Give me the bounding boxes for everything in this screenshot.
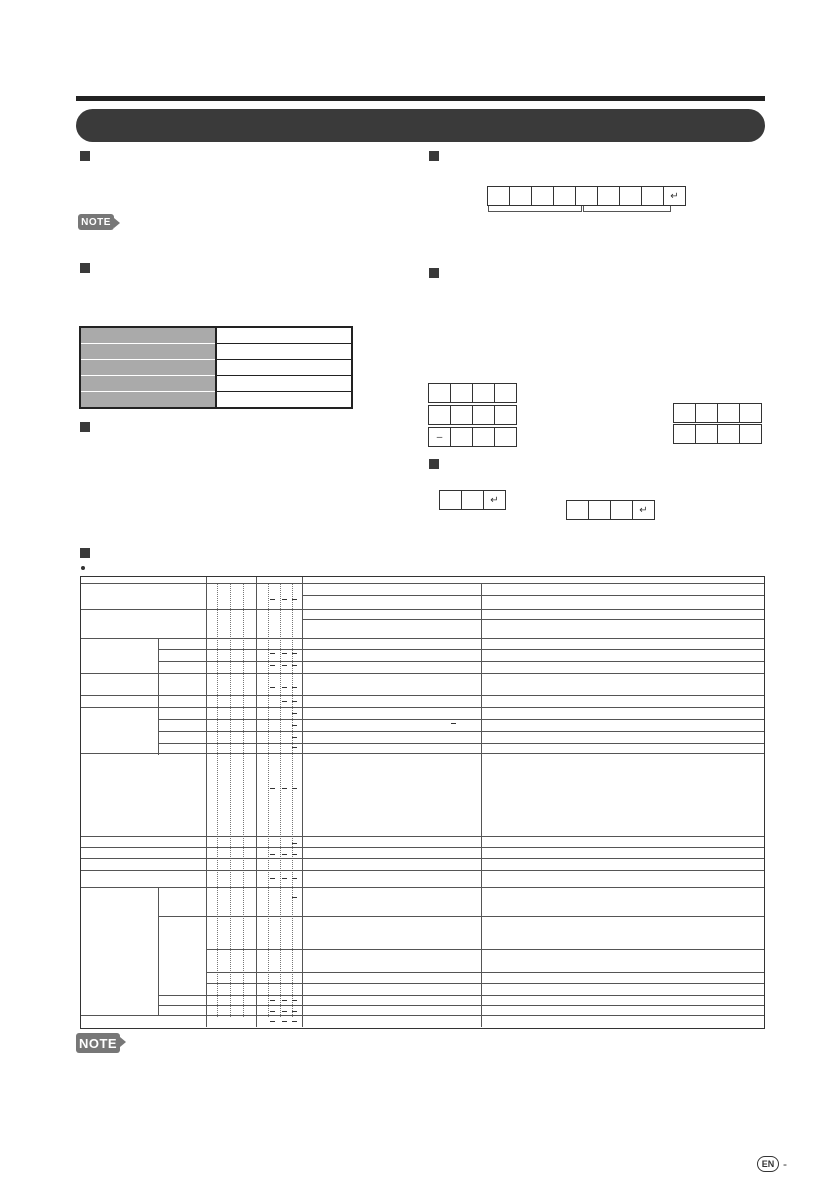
settings-table bbox=[79, 326, 353, 409]
param-example-3: – bbox=[428, 427, 517, 447]
note-label: NOTE bbox=[78, 1035, 118, 1051]
section-marker-7 bbox=[80, 548, 90, 558]
language-badge: EN bbox=[757, 1156, 779, 1172]
section-marker-2 bbox=[80, 263, 90, 273]
command-format-cells bbox=[487, 186, 686, 206]
response-ok-cells bbox=[439, 490, 506, 510]
note-label: NOTE bbox=[81, 216, 111, 228]
section-marker-5 bbox=[429, 268, 439, 278]
note-badge-2 bbox=[76, 1033, 120, 1053]
section-marker-1 bbox=[80, 151, 90, 161]
param-example-5 bbox=[673, 424, 762, 444]
return-icon: ↵ bbox=[490, 494, 499, 506]
section-marker-3 bbox=[80, 422, 90, 432]
section-marker-4 bbox=[429, 151, 439, 161]
param-example-2 bbox=[428, 405, 517, 425]
command-table bbox=[80, 576, 765, 1029]
response-err-cells bbox=[566, 500, 655, 520]
command-brace bbox=[488, 206, 582, 212]
note-badge-1 bbox=[78, 214, 114, 230]
return-icon: ↵ bbox=[670, 190, 679, 202]
parameter-brace bbox=[583, 206, 671, 212]
page-footer bbox=[757, 1156, 787, 1172]
section-marker-6 bbox=[429, 459, 439, 469]
bullet bbox=[81, 566, 85, 570]
param-example-4 bbox=[673, 403, 762, 423]
header-rule bbox=[76, 96, 765, 101]
section-title-bar bbox=[76, 109, 765, 142]
return-icon: ↵ bbox=[639, 504, 648, 516]
param-example-1 bbox=[428, 383, 517, 403]
page-suffix: - bbox=[783, 1157, 787, 1171]
